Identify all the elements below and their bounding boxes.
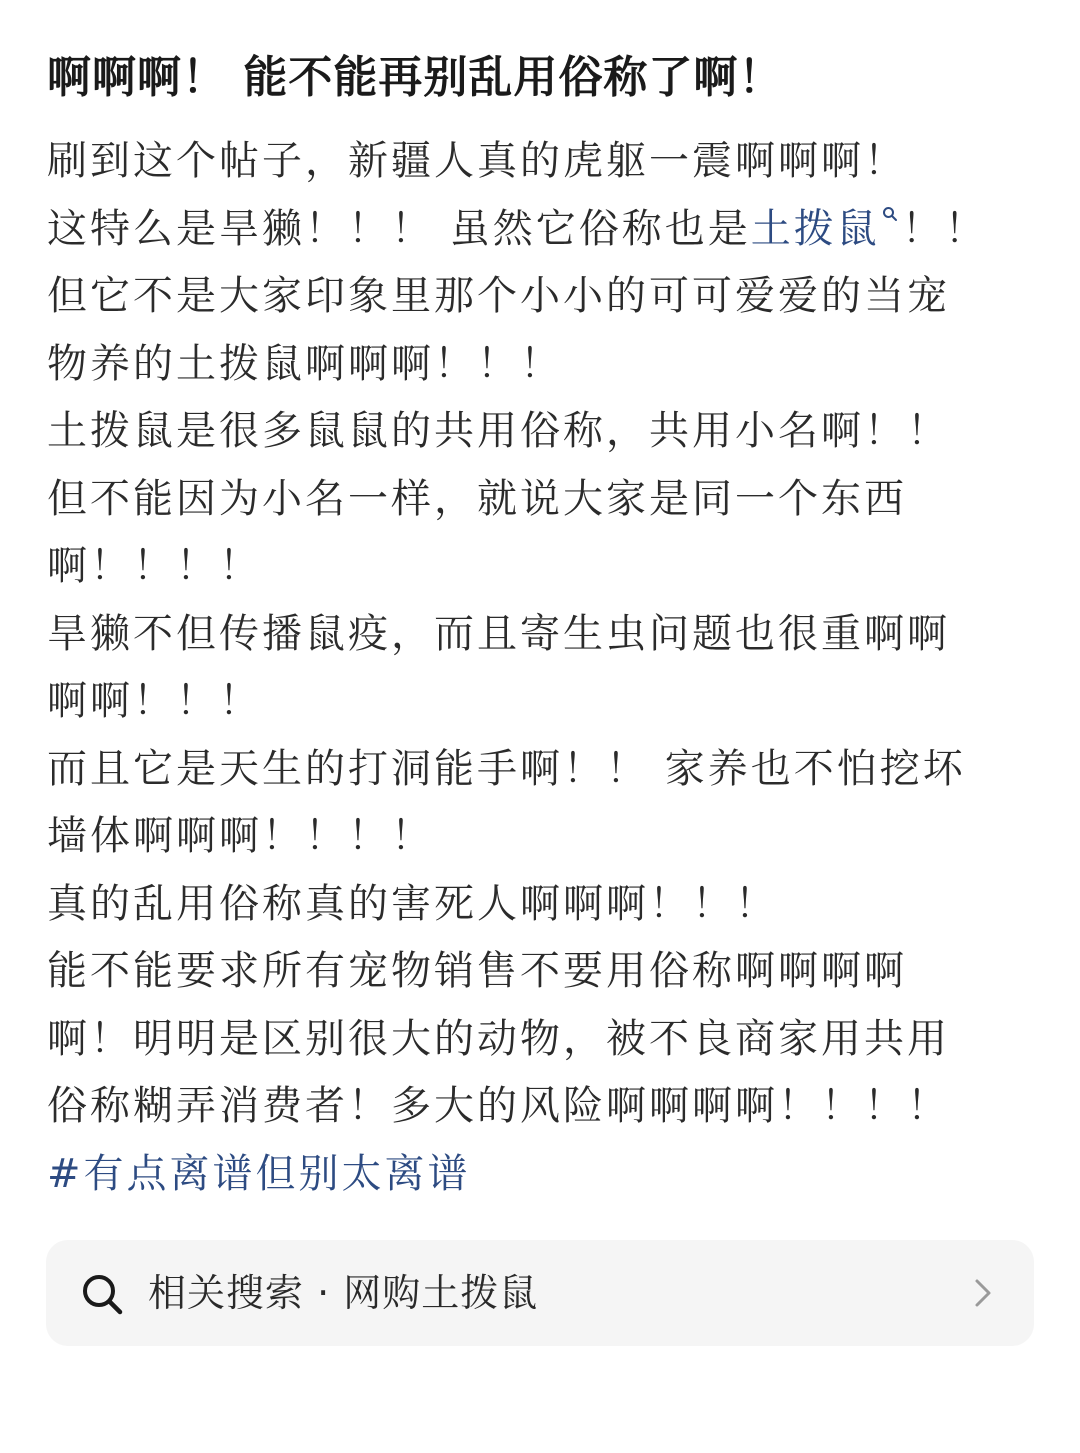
related-search-card[interactable] — [46, 1240, 1034, 1346]
post-body — [47, 128, 1047, 1208]
post-line: 啊！！！！ — [47, 543, 262, 589]
post-content — [47, 50, 1047, 1208]
keyword-link[interactable]: 土拨鼠 — [750, 205, 880, 252]
search-icon — [80, 1272, 124, 1316]
post-title: 啊啊啊！ 能不能再别乱用俗称了啊！ — [47, 52, 784, 103]
post-line-text: 这特么是旱獭！！！ 虽然它俗称也是 — [47, 205, 751, 252]
post-line: 刷到这个帖子，新疆人真的虎躯一震啊啊啊！ — [47, 138, 907, 184]
post-line: 真的乱用俗称真的害死人啊啊啊！！！ — [47, 880, 778, 927]
post-line: 旱獭不但传播鼠疫，而且寄生虫问题也很重啊啊 — [47, 610, 950, 657]
chevron-right-icon — [972, 1276, 994, 1310]
post-line: 物养的土拨鼠啊啊啊！！！ — [47, 340, 563, 387]
post-line: 俗称糊弄消费者！多大的风险啊啊啊啊！！！！ — [47, 1083, 950, 1129]
post-line-text: ！！ — [901, 205, 988, 252]
related-search-label: 相关搜索 · 网购土拨鼠 — [148, 1271, 539, 1315]
post-line: 而且它是天生的打洞能手啊！！ 家养也不怕挖坏 — [47, 745, 966, 792]
post-line: 但它不是大家印象里那个小小的可可爱爱的当宠 — [47, 273, 950, 319]
search-icon[interactable] — [882, 206, 898, 222]
post-line: 啊啊！！！ — [47, 678, 262, 724]
post-line: 墙体啊啊啊！！！！ — [47, 813, 434, 859]
post-line: 但不能因为小名一样，就说大家是同一个东西 — [47, 475, 907, 522]
post-line: 啊！明明是区别很大的动物，被不良商家用共用 — [47, 1015, 950, 1062]
hashtag-line — [47, 1141, 1047, 1209]
post-line: 能不能要求所有宠物销售不要用俗称啊啊啊啊 — [47, 948, 907, 994]
hashtag-link[interactable]: #有点离谱但别太离谱 — [47, 1150, 471, 1197]
post-line — [47, 196, 1047, 264]
post-line: 土拨鼠是很多鼠鼠的共用俗称，共用小名啊！！ — [47, 408, 950, 454]
